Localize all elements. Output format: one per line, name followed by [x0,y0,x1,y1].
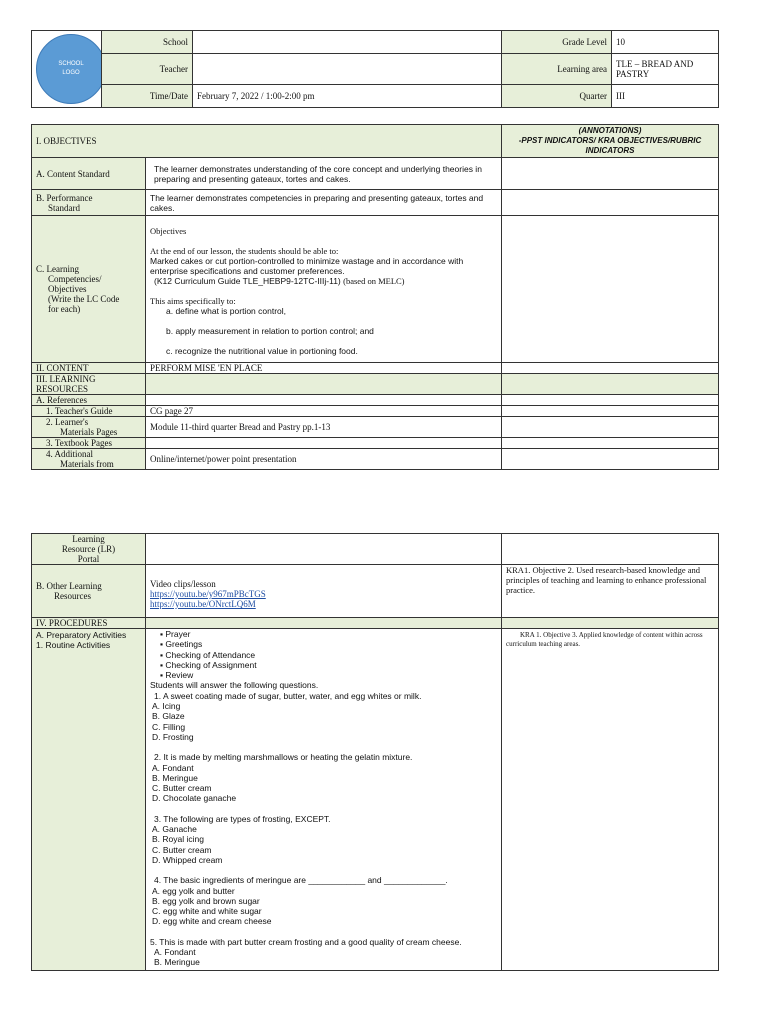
lr-portal-label-1: Learning [72,534,105,544]
question-4: 4. The basic ingredients of meringue are ____________ and _____________. [154,875,448,886]
lc-code-text: (K12 Curriculum Guide TLE_HEBP9-12TC-IIIj-11) [154,276,341,286]
lr-portal-label [32,534,146,565]
lc-heading: Objectives [150,226,187,236]
learning-competencies-label [32,216,146,363]
other-resources-label-1: B. Other Learning [36,581,102,591]
lc-label-1: C. Learning [36,264,79,274]
additional-materials-value: Online/internet/power point presentation [146,449,502,470]
content-standard-annotation [502,158,719,190]
lc-label-4: (Write the LC Code [48,294,120,304]
video-clips-heading: Video clips/lesson [150,579,216,589]
question-2: 2. It is made by melting marshmallows or heating the gelatin mixture. [154,752,413,763]
quarter-value: III [612,85,719,108]
school-label: School [102,31,193,54]
learning-resources-label [32,374,146,395]
learning-competencies-content [146,216,502,363]
learning-resources-label-2: RESOURCES [36,384,89,394]
learning-competencies-annotation [502,216,719,363]
header-table [31,30,719,108]
question-5: 5. This is made with part butter cream frosting and a good quality of cream cheese. [150,936,462,947]
q4-option: C. egg white and white sugar [152,906,262,917]
objectives-table [31,124,719,470]
learners-materials-annotation [502,417,719,438]
annotations-header [502,125,719,158]
annotations-subtitle: -PPST INDICATORS/ KRA OBJECTIVES/RUBRIC INDICATORS [518,136,702,155]
learners-materials-label-2: Materials Pages [60,427,118,437]
content-standard-text: The learner demonstrates understanding of the core concept and underlying theories in preparing and presenting gateaux, tortes and cakes. [146,158,502,190]
logo-text-2: LOGO [62,70,80,76]
lc-objective-c: c. recognize the nutritional value in portioning food. [166,346,358,356]
textbook-pages-label: 3. Textbook Pages [32,438,146,449]
other-resources-content [146,565,502,618]
textbook-pages-value [146,438,502,449]
lc-label-5: for each) [48,304,81,314]
school-value [193,31,502,54]
lc-code [150,276,497,286]
lr-portal-value [146,534,502,565]
grade-level-label: Grade Level [502,31,612,54]
teachers-guide-label: 1. Teacher's Guide [32,406,146,417]
learners-materials-value: Module 11-third quarter Bread and Pastry pp.1-13 [146,417,502,438]
procedures-table [31,533,719,971]
lr-portal-label-3: Portal [77,554,100,564]
timedate-label: Time/Date [102,85,193,108]
review-intro: Students will answer the following questions. [150,680,319,691]
video-link-1[interactable]: https://youtu.be/y967mPBcTGS [150,589,266,599]
learning-resources-content [146,374,502,395]
lc-objective-a: a. define what is portion control, [166,306,287,316]
additional-materials-annotation [502,449,719,470]
lc-label-2: Competencies/ [48,274,102,284]
references-annotation [502,395,719,406]
q4-option: B. egg yolk and brown sugar [152,895,260,906]
q2-option: C. Butter cream [152,783,212,794]
q1-option: B. Glaze [152,711,185,722]
lc-label-3: Objectives [48,284,87,294]
additional-materials-label [32,449,146,470]
q4-option: A. egg yolk and butter [152,885,235,896]
routine-bullet-list [150,629,497,680]
q4-option: D. egg white and cream cheese [152,916,272,927]
learning-resources-label-1: III. LEARNING [36,374,96,384]
additional-materials-label-1: 4. Additional [46,449,93,459]
bullet-item: ▪ Checking of Attendance [160,650,497,660]
logo-text-1: SCHOOL [58,61,84,67]
routine-activities-text: 1. Routine Activities [36,640,111,651]
q1-option: C. Filling [152,721,186,732]
teachers-guide-annotation [502,406,719,417]
learners-materials-label [32,417,146,438]
q5-option: B. Meringue [154,957,200,968]
preparatory-activities-label [32,629,146,971]
learning-resources-annotation [502,374,719,395]
logo-cell [32,31,102,108]
q2-option: B. Meringue [152,772,198,783]
lc-main: Marked cakes or cut portion-controlled to minimize wastage and in accordance with enterprise specifications and customer preferences. [150,256,464,276]
q5-option: A. Fondant [154,947,196,958]
q3-option: D. Whipped cream [152,854,223,865]
performance-standard-label-2: Standard [48,202,80,213]
annotations-title: (ANNOTATIONS) [578,126,642,135]
q3-option: C. Butter cream [152,844,212,855]
kra-objective-2: KRA1. Objective 2. Used research-based knowledge and principles of teaching and learning to enhance professional practice. [502,565,719,618]
performance-standard-annotation [502,190,719,216]
bullet-item: ▪ Checking of Assignment [160,660,497,670]
procedures-content [146,618,502,629]
performance-standard-label [32,190,146,216]
bullet-item: ▪ Prayer [160,629,497,639]
q3-option: A. Ganache [152,824,197,835]
q2-option: D. Chocolate ganache [152,793,237,804]
content-value: PERFORM MISE 'EN PLACE [146,363,502,374]
q1-option: A. Icing [152,701,181,712]
lr-portal-label-2: Resource (LR) [61,544,116,554]
learning-area-label: Learning area [502,54,612,85]
bullet-item: ▪ Greetings [160,639,497,649]
objectives-section-title: I. OBJECTIVES [32,125,502,158]
other-resources-label [32,565,146,618]
learning-area-value: TLE – BREAD AND PASTRY [612,54,719,85]
video-link-2[interactable]: https://youtu.be/ONrctLQ6M [150,599,256,609]
question-1: 1. A sweet coating made of sugar, butter, water, and egg whites or milk. [154,690,422,701]
lc-objective-b: b. apply measurement in relation to portion control; and [166,326,374,336]
teacher-label: Teacher [102,54,193,85]
q1-option: D. Frosting [152,731,194,742]
school-logo [36,34,106,104]
procedures-label: IV. PROCEDURES [32,618,146,629]
bullet-item: ▪ Review [160,670,497,680]
references-value [146,395,502,406]
content-label: II. CONTENT [32,363,146,374]
q3-option: B. Royal icing [152,834,204,845]
textbook-pages-annotation [502,438,719,449]
learners-materials-label-1: 2. Learner's [46,417,89,427]
grade-level-value: 10 [612,31,719,54]
content-standard-label: A. Content Standard [32,158,146,190]
routine-activities-content [146,629,502,971]
kra-objective-3: KRA 1. Objective 3. Applied knowledge of content within across curriculum teaching areas. [502,629,719,971]
timedate-value: February 7, 2022 / 1:00-2:00 pm [193,85,502,108]
procedures-annotation [502,618,719,629]
content-annotation [502,363,719,374]
preparatory-activities-text: A. Preparatory Activities [36,630,127,640]
teachers-guide-value: CG page 27 [146,406,502,417]
quarter-label: Quarter [502,85,612,108]
additional-materials-label-2: Materials from [60,459,114,469]
lc-intro: At the end of our lesson, the students should be able to: [150,246,339,256]
performance-standard-text: The learner demonstrates competencies in preparing and presenting gateaux, tortes and cakes. [146,190,502,216]
references-label: A. References [32,395,146,406]
performance-standard-label-1: B. Performance [36,192,93,203]
other-resources-label-2: Resources [54,591,91,601]
lr-portal-annotation [502,534,719,565]
lc-code-suffix: (based on MELC) [343,276,405,286]
lc-aims: This aims specifically to: [150,296,236,306]
question-3: 3. The following are types of frosting, EXCEPT. [154,813,331,824]
teacher-value [193,54,502,85]
q2-option: A. Fondant [152,762,194,773]
